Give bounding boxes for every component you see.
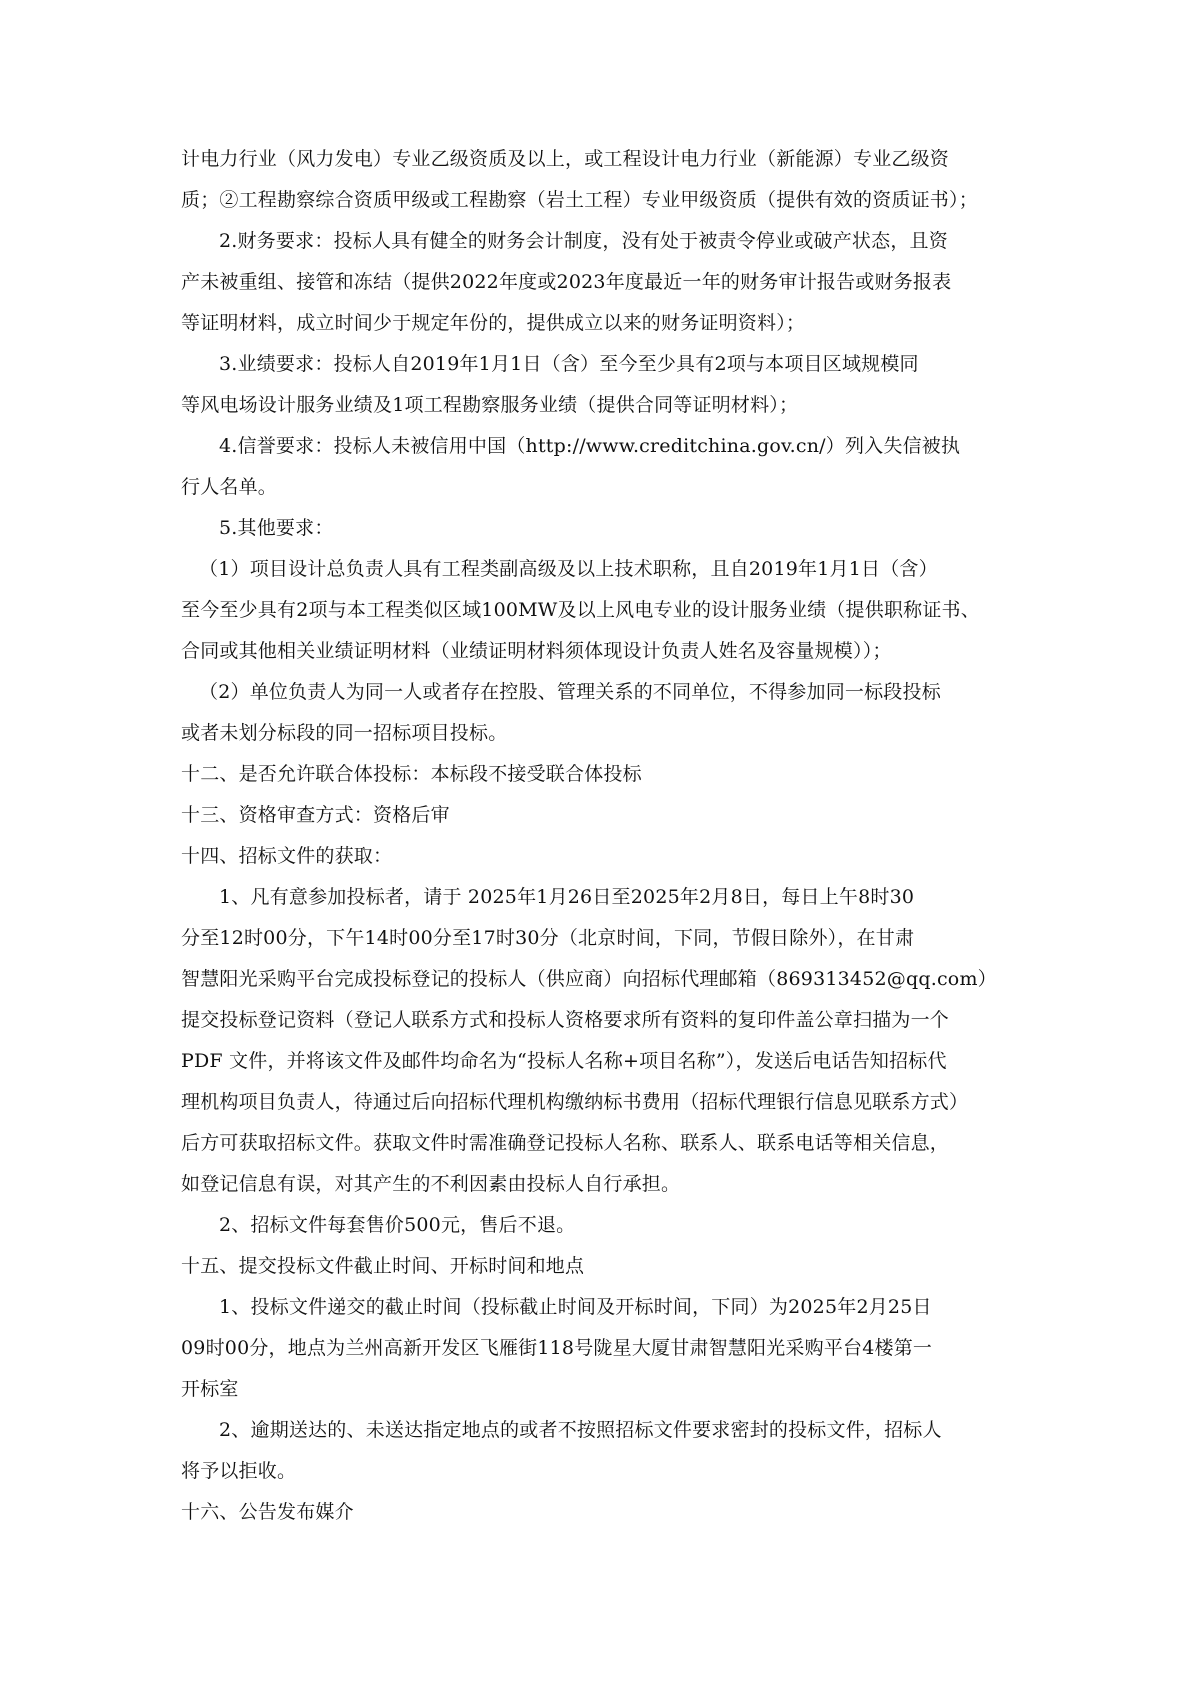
text-line: 4.信誉要求：投标人未被信用中国（http://www.creditchina.gov.cn/）列入失信被执: [219, 435, 961, 457]
section-heading: 十四、招标文件的获取：: [181, 845, 393, 867]
text-line: 1、凡有意参加投标者，请于 2025年1月26日至2025年2月8日，每日上午8时30: [219, 886, 915, 908]
text-line: 09时00分，地点为兰州高新开发区飞雁街118号陇星大厦甘肃智慧阳光采购平台4楼第一: [181, 1337, 933, 1359]
text-line: 3.业绩要求：投标人自2019年1月1日（含）至今至少具有2项与本项目区域规模同: [219, 353, 919, 375]
text-line: 1、投标文件递交的截止时间（投标截止时间及开标时间，下同）为2025年2月25日: [219, 1296, 932, 1318]
text-line: 理机构项目负责人，待通过后向招标代理机构缴纳标书费用（招标代理银行信息见联系方式）: [181, 1091, 969, 1113]
text-line: 产未被重组、接管和冻结（提供2022年度或2023年度最近一年的财务审计报告或财务报表: [181, 271, 952, 293]
text-line: 至今至少具有2项与本工程类似区域100MW及以上风电专业的设计服务业绩（提供职称证书、: [181, 599, 980, 621]
text-line: 分至12时00分，下午14时00分至17时30分（北京时间，下同，节假日除外），在甘肃: [181, 927, 915, 949]
text-line: 质；②工程勘察综合资质甲级或工程勘察（岩土工程）专业甲级资质（提供有效的资质证书）；: [181, 189, 978, 211]
text-line: 提交投标登记资料（登记人联系方式和投标人资格要求所有资料的复印件盖公章扫描为一个: [181, 1009, 950, 1031]
text-line: 或者未划分标段的同一招标项目投标。: [181, 722, 508, 744]
text-line: 将予以拒收。: [181, 1460, 297, 1482]
text-line: 如登记信息有误，对其产生的不利因素由投标人自行承担。: [181, 1173, 681, 1195]
section-heading: 十五、提交投标文件截止时间、开标时间和地点: [181, 1255, 585, 1277]
text-line: 后方可获取招标文件。获取文件时需准确登记投标人名称、联系人、联系电话等相关信息，: [181, 1132, 950, 1154]
text-line: 智慧阳光采购平台完成投标登记的投标人（供应商）向招标代理邮箱（869313452@qq.com）: [181, 968, 997, 990]
text-line: 合同或其他相关业绩证明材料（业绩证明材料须体现设计负责人姓名及容量规模））；: [181, 640, 892, 662]
text-line: 等证明材料，成立时间少于规定年份的，提供成立以来的财务证明资料）；: [181, 312, 806, 334]
section-heading: 十二、是否允许联合体投标：本标段不接受联合体投标: [181, 763, 642, 785]
text-line: 开标室: [181, 1378, 239, 1400]
section-heading: 十六、公告发布媒介: [181, 1501, 354, 1523]
text-line: 2.财务要求：投标人具有健全的财务会计制度，没有处于被责令停业或破产状态，且资: [219, 230, 948, 252]
text-line: 行人名单。: [181, 476, 278, 498]
text-line: 5.其他要求：: [219, 517, 334, 539]
text-line: 2、招标文件每套售价500元，售后不退。: [219, 1214, 576, 1236]
text-line: 等风电场设计服务业绩及1项工程勘察服务业绩（提供合同等证明材料）；: [181, 394, 799, 416]
text-line: 2、逾期送达的、未送达指定地点的或者不按照招标文件要求密封的投标文件，招标人: [219, 1419, 942, 1441]
text-line: （1）项目设计总负责人具有工程类副高级及以上技术职称，且自2019年1月1日（含）: [199, 558, 938, 580]
text-line: PDF 文件，并将该文件及邮件均命名为“投标人名称+项目名称”），发送后电话告知招标代: [181, 1050, 947, 1072]
text-line: （2）单位负责人为同一人或者存在控股、管理关系的不同单位，不得参加同一标段投标: [199, 681, 941, 703]
section-heading: 十三、资格审查方式：资格后审: [181, 804, 450, 826]
text-line: 计电力行业（风力发电）专业乙级资质及以上，或工程设计电力行业（新能源）专业乙级资: [181, 148, 950, 170]
